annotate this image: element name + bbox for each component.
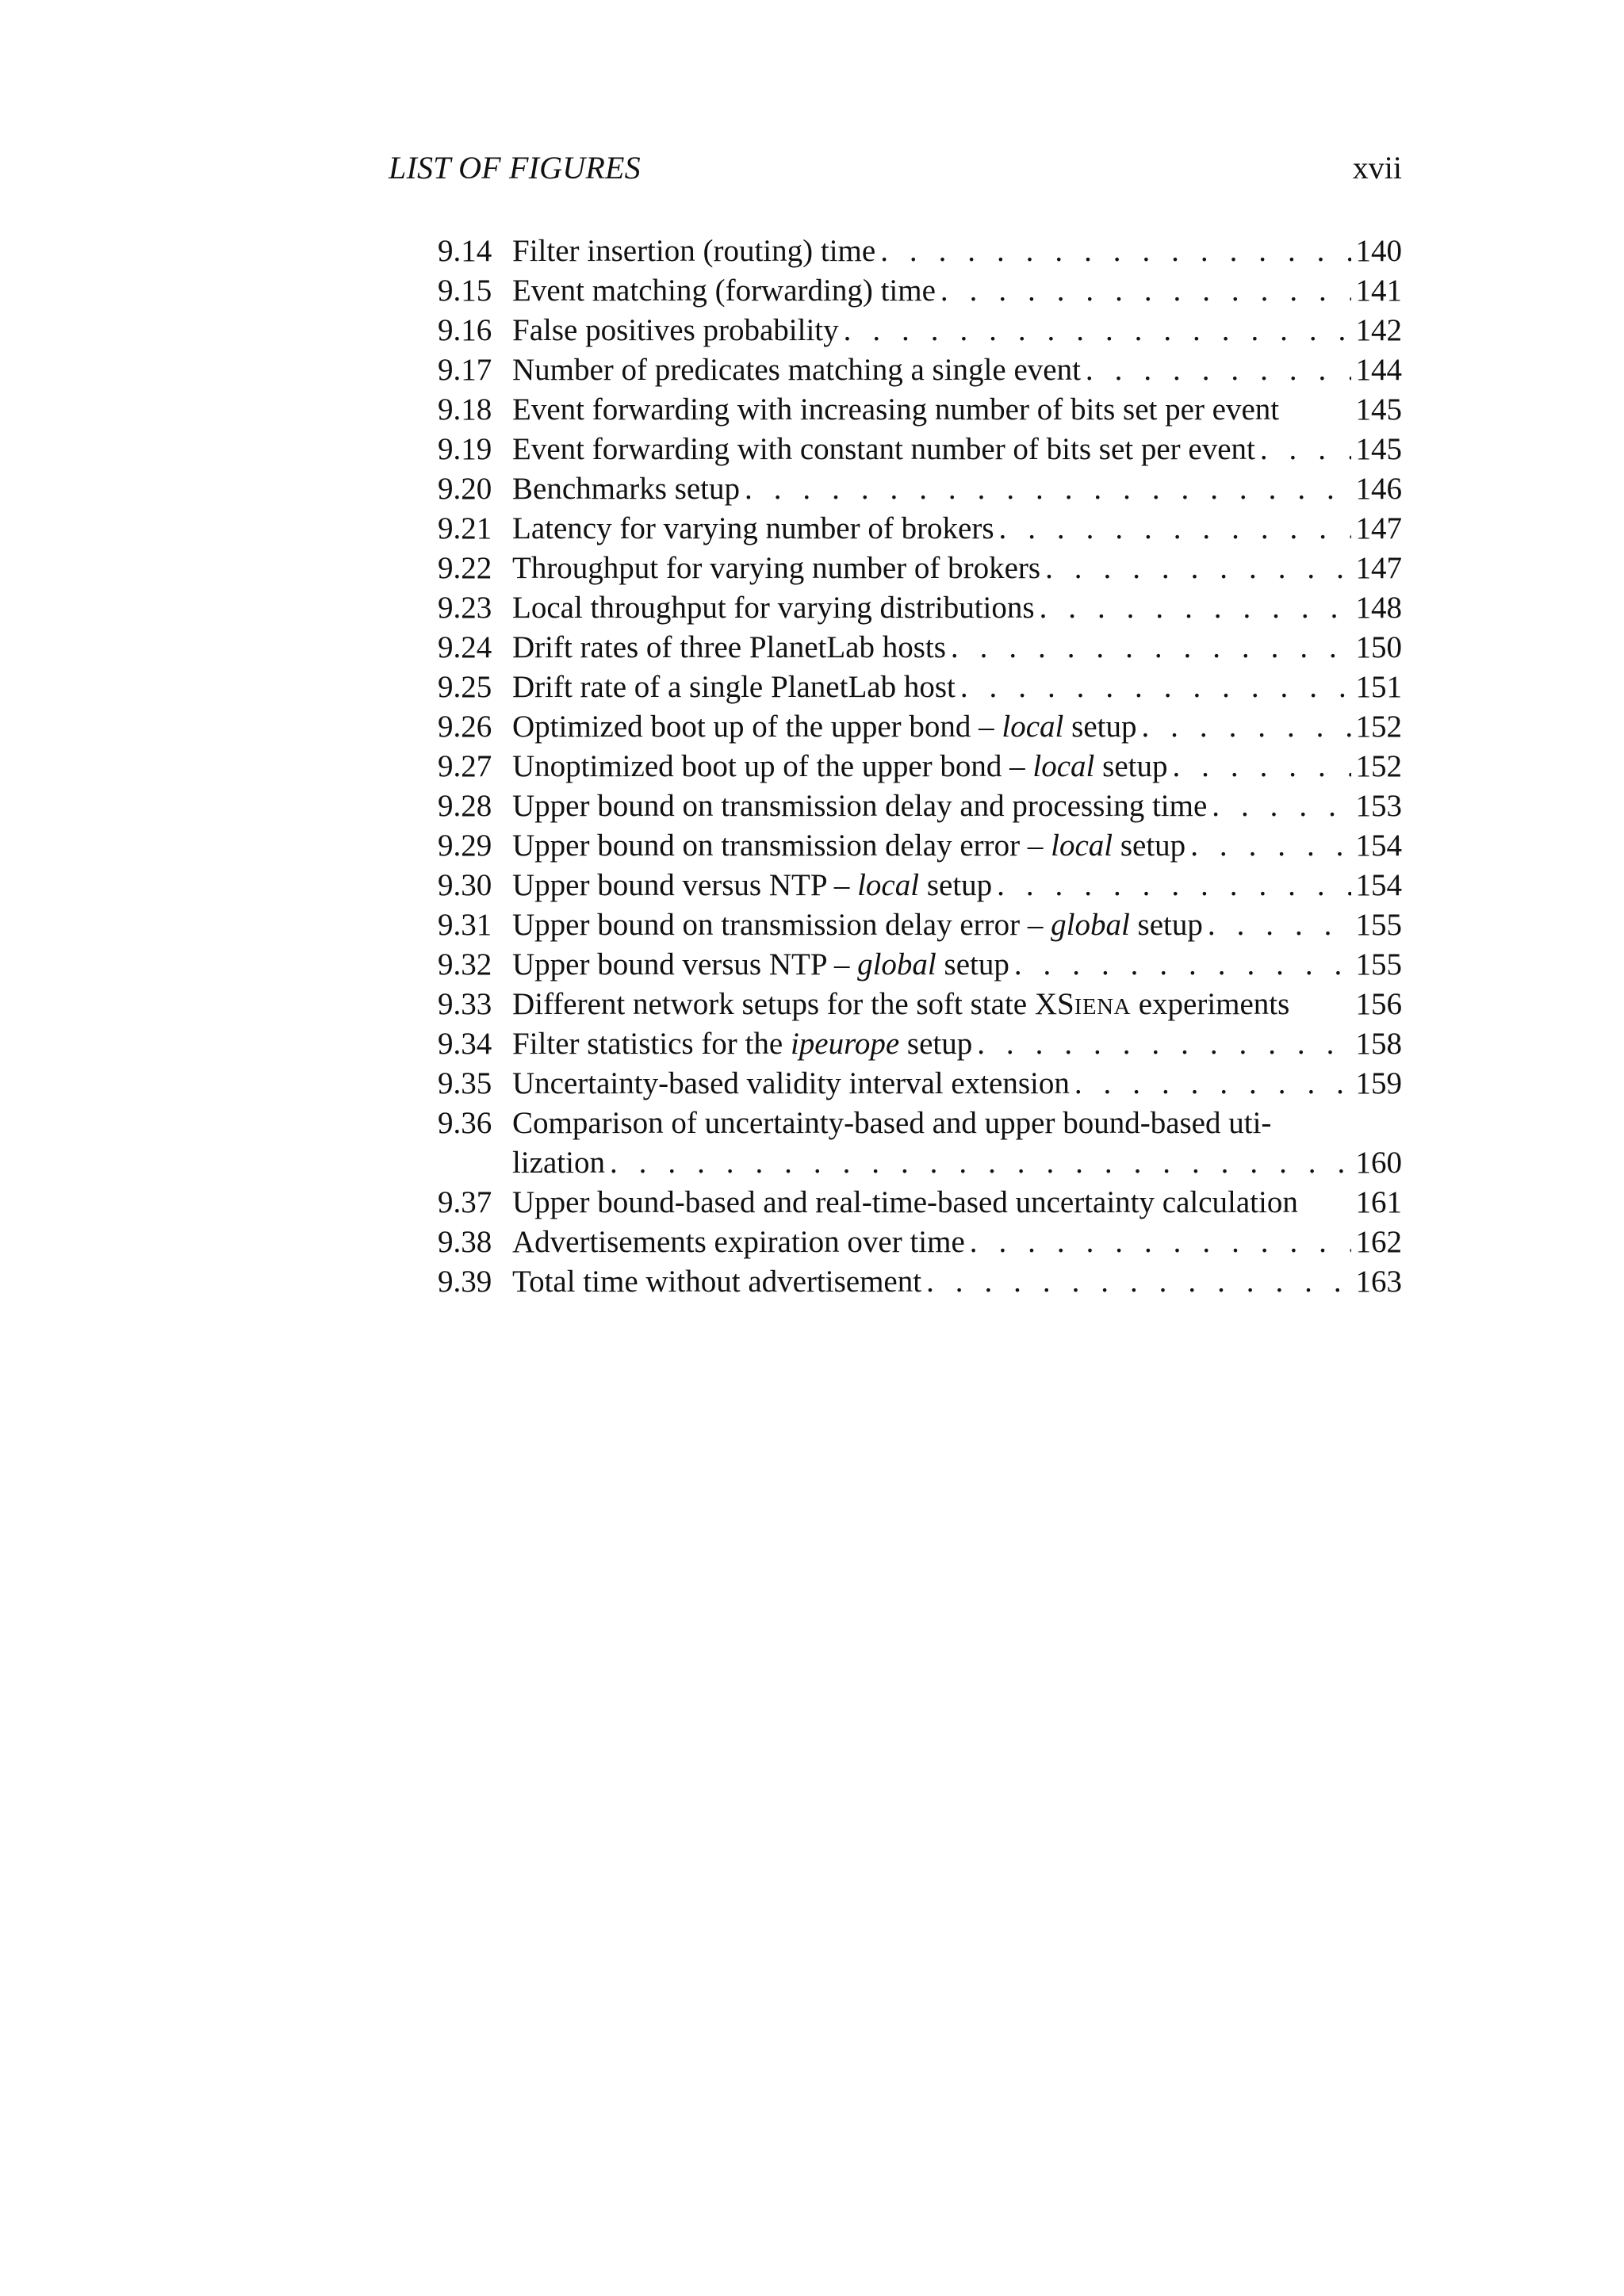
figure-title: Filter insertion (routing) time [512,234,876,268]
dot-leader [1081,350,1351,390]
page-ref: 160 [1355,1146,1402,1180]
header-page-number: xvii [1352,150,1402,186]
toc-entry[interactable] [438,271,1402,311]
toc-entry[interactable] [438,390,1402,430]
dot-leader [1203,905,1351,945]
dot-leader [921,1262,1350,1302]
title-text: setup [919,868,993,902]
dot-leader [946,628,1351,668]
page-ref: 146 [1355,472,1402,506]
figure-title-continued: lization [512,1146,605,1180]
title-text: setup [1094,749,1168,783]
dot-leader [1167,747,1350,786]
title-text: setup [1129,908,1203,942]
dot-leader [839,311,1351,350]
figure-number: 9.36 [438,1106,492,1140]
page-ref: 153 [1355,789,1402,823]
figure-number: 9.21 [438,511,492,545]
page-ref: 163 [1355,1265,1402,1299]
title-text: Different network setups for the soft state XS [512,987,1074,1021]
toc-entry[interactable] [438,747,1402,786]
toc-entry[interactable] [438,509,1402,549]
toc-entry[interactable] [438,430,1402,469]
title-emphasis: local [1002,710,1064,744]
title-text: experiments [1130,987,1290,1021]
toc-entry[interactable] [438,588,1402,628]
page-ref: 141 [1355,274,1402,308]
page-ref: 151 [1355,670,1402,704]
page-ref: 142 [1355,313,1402,347]
figure-title [512,826,1185,866]
dot-leader [1185,826,1350,866]
figure-number: 9.29 [438,828,492,863]
dot-leader [740,469,1350,509]
dot-leader [972,1024,1350,1064]
title-emphasis: local [1051,828,1113,863]
figure-title: Local throughput for varying distributions [512,591,1035,625]
title-text: Unoptimized boot up of the upper bond – [512,749,1033,783]
figure-number: 9.17 [438,353,492,387]
page-ref: 158 [1355,1027,1402,1061]
figure-number: 9.25 [438,670,492,704]
dot-leader [1255,430,1351,469]
dot-leader [1136,707,1350,747]
dot-leader [1040,549,1350,588]
toc-entry[interactable] [438,469,1402,509]
title-text: Upper bound on transmission delay error – [512,908,1051,942]
figure-title: Upper bound on transmission delay and processing time [512,789,1208,823]
page-ref: 145 [1355,432,1402,466]
figure-title [512,985,1289,1027]
figure-number: 9.38 [438,1225,492,1259]
figure-number: 9.39 [438,1265,492,1299]
toc-entry[interactable] [438,905,1402,945]
figure-number: 9.28 [438,789,492,823]
title-text: setup [936,947,1009,982]
dot-leader [994,509,1351,549]
figure-title [512,747,1167,786]
dot-leader [1009,945,1351,985]
toc-entry[interactable] [438,668,1402,707]
figure-number: 9.35 [438,1066,492,1100]
title-text: setup [899,1027,973,1061]
figure-number: 9.26 [438,710,492,744]
toc-entry[interactable] [438,1223,1402,1262]
figure-title [512,1024,972,1064]
toc-entry[interactable] [438,1024,1402,1064]
toc-entry[interactable] [438,786,1402,826]
running-header [389,144,1402,192]
figure-number: 9.37 [438,1185,492,1219]
figure-title: Upper bound-based and real-time-based uncertainty calculation [512,1185,1298,1219]
figure-number: 9.18 [438,392,492,427]
title-emphasis: ipeurope [790,1027,900,1061]
figure-number: 9.33 [438,987,492,1021]
figure-number: 9.34 [438,1027,492,1061]
page-ref: 162 [1355,1225,1402,1259]
page-ref: 161 [1355,1185,1402,1219]
figure-number: 9.16 [438,313,492,347]
page-ref: 150 [1355,630,1402,664]
figure-title: Number of predicates matching a single event [512,353,1081,387]
figure-number: 9.15 [438,274,492,308]
page-ref: 152 [1355,749,1402,783]
dot-leader [992,866,1350,905]
title-emphasis: global [1051,908,1130,942]
figure-number: 9.20 [438,472,492,506]
page-ref: 144 [1355,353,1402,387]
toc-entry[interactable] [438,311,1402,350]
toc-entry[interactable] [438,1183,1402,1223]
toc-entry[interactable] [438,707,1402,747]
figure-title [512,905,1203,945]
toc-entry[interactable] [438,1262,1402,1302]
list-of-figures [438,232,1402,1302]
figure-title: Latency for varying number of brokers [512,511,994,545]
dot-leader [1207,786,1350,826]
dot-leader [1070,1064,1351,1104]
page-ref: 147 [1355,551,1402,585]
header-title: LIST OF FIGURES [389,150,641,186]
figure-number: 9.22 [438,551,492,585]
title-text: setup [1113,828,1186,863]
title-text: Upper bound versus NTP – [512,947,858,982]
page-ref: 140 [1355,234,1402,268]
figure-number: 9.14 [438,234,492,268]
dot-leader [605,1143,1351,1183]
toc-entry[interactable] [438,826,1402,866]
title-emphasis: global [857,947,936,982]
toc-entry[interactable] [438,1064,1402,1104]
dot-leader [875,232,1350,271]
title-text: setup [1063,710,1137,744]
figure-title [512,866,992,905]
toc-entry[interactable] [438,1104,1402,1183]
page-ref: 148 [1355,591,1402,625]
figure-number: 9.23 [438,591,492,625]
toc-entry[interactable] [438,945,1402,985]
page-ref: 155 [1355,908,1402,942]
toc-entry[interactable] [438,232,1402,271]
title-text: Upper bound on transmission delay error – [512,828,1051,863]
toc-entry[interactable] [438,350,1402,390]
figure-title [512,945,1009,985]
figure-title: Uncertainty-based validity interval extension [512,1066,1070,1100]
figure-number: 9.27 [438,749,492,783]
dot-leader [965,1223,1351,1262]
figure-title: Advertisements expiration over time [512,1225,965,1259]
figure-title: Event forwarding with constant number of bits set per event [512,432,1255,466]
figure-title: Drift rates of three PlanetLab hosts [512,630,946,664]
figure-number: 9.24 [438,630,492,664]
figure-number: 9.31 [438,908,492,942]
title-smallcaps: IENA [1074,994,1131,1020]
figure-title: Comparison of uncertainty-based and upper bound-based uti- [512,1106,1272,1140]
dot-leader [956,668,1351,707]
figure-number: 9.32 [438,947,492,982]
dot-leader [1035,588,1351,628]
figure-title: Event matching (forwarding) time [512,274,936,308]
page-ref: 155 [1355,947,1402,982]
title-text: Upper bound versus NTP – [512,868,858,902]
page-ref: 156 [1355,987,1402,1021]
page-ref: 154 [1355,828,1402,863]
title-text: Filter statistics for the [512,1027,791,1061]
figure-number: 9.30 [438,868,492,902]
figure-number: 9.19 [438,432,492,466]
figure-title: Drift rate of a single PlanetLab host [512,670,956,704]
toc-entry[interactable] [438,628,1402,668]
title-emphasis: local [1032,749,1095,783]
page-ref: 152 [1355,710,1402,744]
figure-title [512,707,1136,747]
toc-entry[interactable] [438,985,1402,1024]
page-ref: 159 [1355,1066,1402,1100]
title-text: Optimized boot up of the upper bond – [512,710,1002,744]
page-ref: 147 [1355,511,1402,545]
toc-entry[interactable] [438,549,1402,588]
dot-leader [936,271,1351,311]
figure-title: Throughput for varying number of brokers [512,551,1041,585]
figure-title: Event forwarding with increasing number of bits set per event [512,392,1280,427]
toc-entry[interactable] [438,866,1402,905]
title-emphasis: local [857,868,920,902]
figure-title: False positives probability [512,313,839,347]
page-ref: 154 [1355,868,1402,902]
figure-title: Benchmarks setup [512,472,741,506]
page-ref: 145 [1355,392,1402,427]
figure-title: Total time without advertisement [512,1265,922,1299]
